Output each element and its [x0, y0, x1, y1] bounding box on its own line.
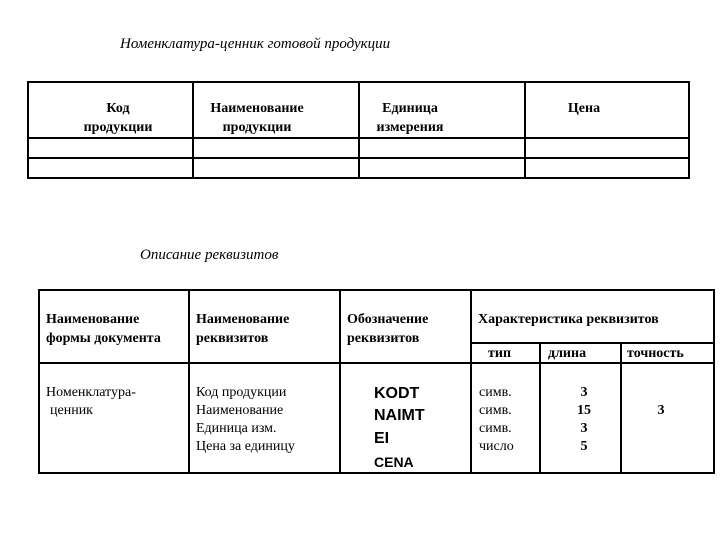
- requisite-code: EI: [374, 430, 390, 447]
- row-divider: [29, 137, 688, 139]
- requisite-name: Код продукции: [196, 385, 287, 400]
- form-name-cell: Номенклатура- ценник: [46, 385, 136, 418]
- subheader-type: тип: [488, 346, 512, 361]
- requisite-precision: 3: [657, 403, 665, 418]
- subheader-precision: точность: [627, 346, 684, 361]
- column-divider: [192, 83, 194, 177]
- header-product-code: Код продукции: [83, 101, 153, 135]
- subheader-length: длина: [548, 346, 587, 361]
- requisite-type: симв.: [479, 421, 512, 436]
- requisite-name: Цена за единицу: [196, 439, 295, 454]
- requisite-code: CENA: [374, 454, 414, 470]
- requisite-type: симв.: [479, 385, 512, 400]
- row-divider: [29, 157, 688, 159]
- header-unit: Единица измерения: [376, 101, 444, 135]
- requisite-length: 3: [580, 421, 588, 436]
- requisite-code: NAIMT: [374, 407, 425, 424]
- header-requisite-name: Наименование реквизитов: [196, 312, 290, 346]
- header-requisite-code: Обозначение реквизитов: [347, 312, 429, 346]
- column-divider: [358, 83, 360, 177]
- requisite-length: 3: [580, 385, 588, 400]
- column-divider: [188, 291, 190, 472]
- header-requisite-characteristics: Характеристика реквизитов: [478, 312, 659, 327]
- product-nomenclature-title: Номенклатура-ценник готовой продукции: [120, 36, 391, 52]
- column-divider: [339, 291, 341, 472]
- requisite-name: Единица изм.: [196, 421, 277, 436]
- column-divider: [470, 291, 472, 472]
- requisite-length: 15: [577, 403, 591, 418]
- nomenclature-table: [27, 81, 690, 179]
- header-price: Цена: [567, 101, 601, 116]
- requisite-type: число: [479, 439, 514, 454]
- requisite-code: KODT: [374, 385, 420, 402]
- requisite-name: Наименование: [196, 403, 284, 418]
- row-divider: [40, 362, 713, 364]
- requisites-description-title: Описание реквизитов: [140, 247, 279, 263]
- requisite-length: 5: [580, 439, 588, 454]
- column-divider: [524, 83, 526, 177]
- requisites-table: [38, 289, 715, 474]
- requisite-type: симв.: [479, 403, 512, 418]
- header-form-name: Наименование формы документа: [46, 312, 161, 346]
- header-product-name: Наименование продукции: [210, 101, 304, 135]
- requisite-types-cell: [479, 384, 514, 456]
- requisite-names-cell: [196, 384, 295, 456]
